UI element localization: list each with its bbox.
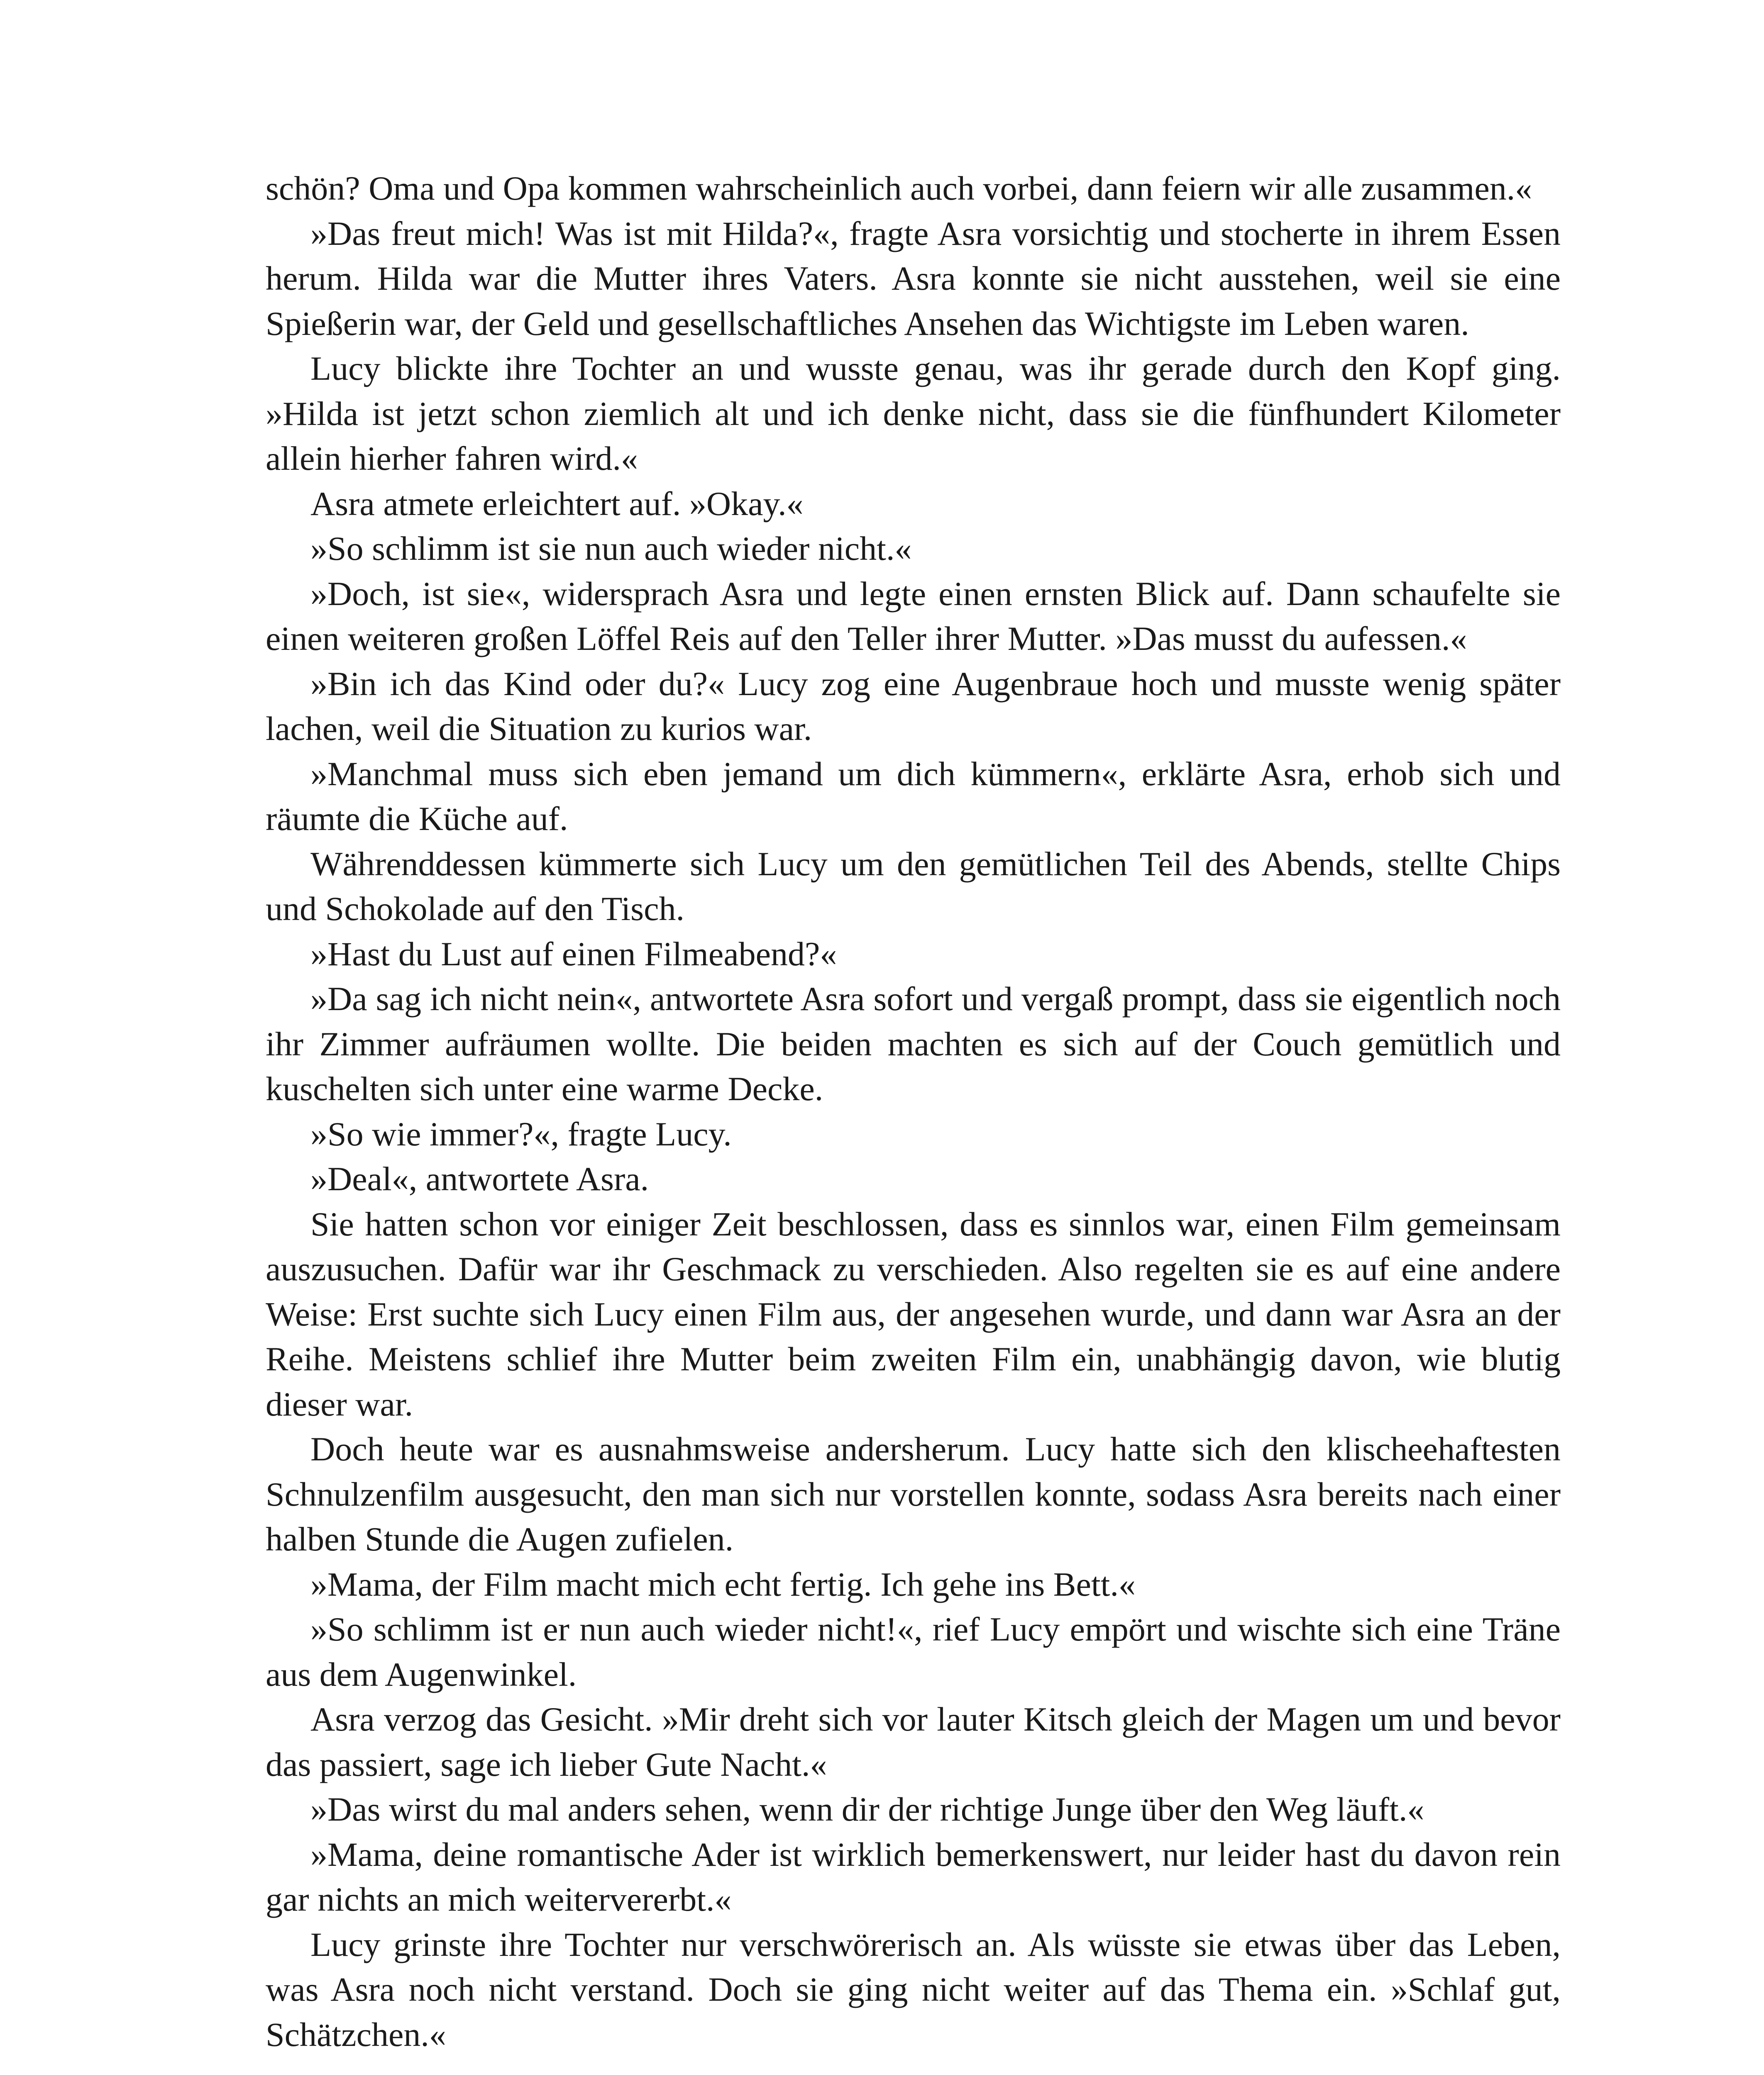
paragraph: »Hast du Lust auf einen Filmeabend?« [310,935,837,973]
paragraph: »Doch, ist sie«, widersprach Asra und legte einen ernsten Blick auf. Dann schaufelte sie einen weiteren großen Löffel Reis auf den Teller ihrer Mutter. »Das musst du aufessen.« [266,574,1561,657]
paragraph: Sie hatten schon vor einiger Zeit beschlossen, dass es sinnlos war, einen Film gemeinsam auszusuchen. Dafür war ihr Geschmack zu verschieden. Also regelten sie es auf eine andere Weise: Erst suchte sich Lucy einen Film aus, der angesehen wurde, und dann war Asra an der Reihe. Meistens schlief ihre Mutter beim zweiten Film ein, unabhängig davon, wie blutig dieser war. [266,1205,1561,1423]
paragraph: Lucy blickte ihre Tochter an und wusste genau, was ihr gerade durch den Kopf ging. »Hilda ist jetzt schon ziemlich alt und ich denke nicht, dass sie die fünfhundert Kilometer allein hierher fahren wird.« [266,349,1561,477]
paragraph: »Manchmal muss sich eben jemand um dich kümmern«, erklärte Asra, erhob sich und räumte die Küche auf. [266,754,1561,837]
paragraph: Asra verzog das Gesicht. »Mir dreht sich vor lauter Kitsch gleich der Magen um und bevor das passiert, sage ich lieber Gute Nacht.« [266,1700,1561,1783]
paragraph: Asra atmete erleichtert auf. »Okay.« [310,484,804,522]
paragraph: schön? Oma und Opa kommen wahrscheinlich auch vorbei, dann feiern wir alle zusammen.« [266,169,1532,207]
paragraph: »Das freut mich! Was ist mit Hilda?«, fragte Asra vorsichtig und stocherte in ihrem Essen herum. Hilda war die Mutter ihres Vaters. Asra konnte sie nicht ausstehen, weil sie eine Spießerin war, der Geld und gesellschaftliches Ansehen das Wichtigste im Leben waren. [266,214,1561,342]
paragraph: »Das wirst du mal anders sehen, wenn dir der richtige Junge über den Weg läuft.« [310,1790,1424,1828]
paragraph: Lucy grinste ihre Tochter nur verschwörerisch an. Als wüsste sie etwas über das Leben, was Asra noch nicht verstand. Doch sie ging nicht weiter auf das Thema ein. »Schlaf gut, Schätzchen.« [266,1925,1561,2053]
paragraph: »Bin ich das Kind oder du?« Lucy zog eine Augenbraue hoch und musste wenig später lachen, weil die Situation zu kurios war. [266,664,1561,747]
paragraph: Währenddessen kümmerte sich Lucy um den gemütlichen Teil des Abends, stellte Chips und Schokolade auf den Tisch. [266,845,1561,928]
paragraph: »Mama, der Film macht mich echt fertig. Ich gehe ins Bett.« [310,1565,1136,1603]
paragraph: Doch heute war es ausnahmsweise andersherum. Lucy hatte sich den klischeehaftesten Schnulzenfilm ausgesucht, den man sich nur vorstellen konnte, sodass Asra bereits nach einer halben Stunde die Augen zufielen. [266,1430,1561,1558]
paragraph: »Da sag ich nicht nein«, antwortete Asra sofort und vergaß prompt, dass sie eigentlich noch ihr Zimmer aufräumen wollte. Die beiden machten es sich auf der Couch gemütlich und kuschelten sich unter eine warme Decke. [266,980,1561,1108]
paragraph: »So schlimm ist er nun auch wieder nicht!«, rief Lucy empört und wischte sich eine Träne aus dem Augenwinkel. [266,1610,1561,1693]
paragraph: »Mama, deine romantische Ader ist wirklich bemerkenswert, nur leider hast du davon rein gar nichts an mich weitervererbt.« [266,1835,1561,1918]
paragraph: »Deal«, antwortete Asra. [310,1160,649,1198]
paragraph: »So schlimm ist sie nun auch wieder nicht.« [310,530,912,567]
body-text [266,166,1561,2057]
paragraph: »So wie immer?«, fragte Lucy. [310,1115,732,1153]
